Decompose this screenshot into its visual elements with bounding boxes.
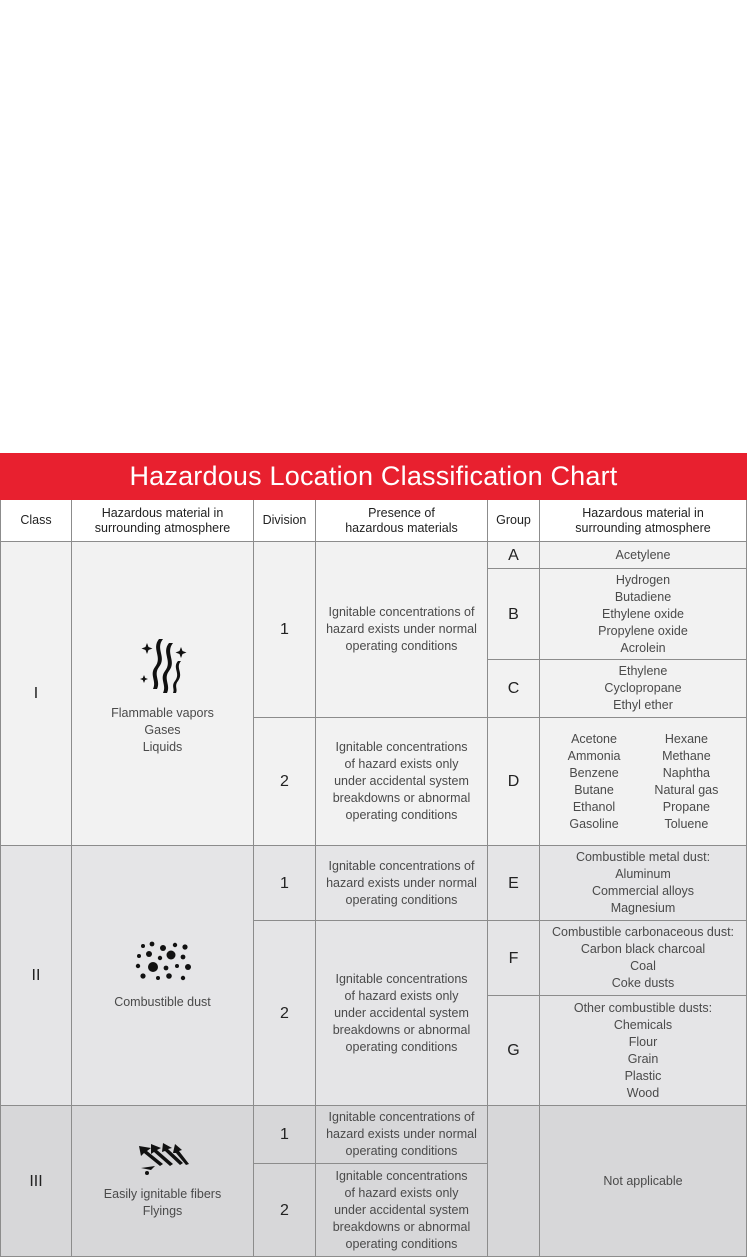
group-F-materials — [540, 921, 747, 996]
class-II-material — [72, 846, 254, 1106]
class-III-not-applicable: Not applicable — [540, 1106, 747, 1257]
presence-line: Ignitable concentrations of — [328, 1110, 475, 1124]
class-I-material-line: Gases — [144, 723, 181, 737]
header-material — [72, 500, 254, 542]
presence-line: operating conditions — [345, 808, 458, 822]
class-I-div2-presence — [316, 718, 488, 846]
header-division: Division — [254, 500, 316, 542]
presence-line: Ignitable concentrations — [335, 1168, 468, 1183]
class-I-material — [72, 542, 254, 846]
class-II-div2-presence — [316, 921, 488, 1106]
presence-line: operating conditions — [345, 1236, 458, 1251]
group-material-line: Hydrogen — [615, 572, 671, 587]
presence-line: under accidental system — [334, 774, 469, 788]
group-material-line: Combustible carbonaceous dust: — [551, 925, 735, 939]
header-material-line: Hazardous material in — [101, 505, 224, 520]
group-E-materials — [540, 846, 747, 921]
group-material-line: Ethyl ether — [613, 698, 673, 712]
presence-line: hazard exists under normal — [326, 1127, 477, 1141]
group-material-line: Acetylene — [615, 547, 671, 562]
group-D-right-column — [654, 731, 718, 833]
group-material-line: Propylene oxide — [598, 623, 688, 638]
presence-line: breakdowns or abnormal — [332, 1022, 471, 1037]
group-material-line: Acetone — [571, 731, 617, 746]
group-material-line: Naphtha — [662, 765, 711, 780]
header-material-line: surrounding atmosphere — [94, 520, 231, 535]
header-group: Group — [488, 500, 540, 542]
group-material-line: Flour — [628, 1034, 658, 1049]
group-B-label: B — [488, 569, 540, 660]
group-material-line: Wood — [626, 1085, 660, 1100]
group-material-line: Grain — [627, 1051, 659, 1066]
group-material-line: Plastic — [624, 1068, 662, 1083]
group-material-line: Coal — [630, 959, 656, 973]
class-I-material-line: Flammable vapors — [111, 706, 214, 720]
group-C-materials — [540, 660, 747, 718]
class-III-material — [72, 1106, 254, 1257]
group-D-label: D — [488, 718, 540, 846]
group-material-line: Butadiene — [614, 589, 672, 604]
presence-line: of hazard exists only — [344, 1185, 459, 1200]
group-material-line: Cyclopropane — [604, 681, 682, 695]
presence-line: Ignitable concentrations of — [328, 858, 475, 873]
group-material-line: Butane — [574, 782, 614, 797]
class-III-material-line: Flyings — [142, 1204, 183, 1218]
header-presence-line: Presence of — [368, 505, 435, 520]
presence-line: Ignitable concentrations — [335, 740, 468, 754]
presence-line: Ignitable concentrations — [335, 971, 468, 986]
group-B-materials — [540, 569, 747, 660]
presence-line: of hazard exists only — [344, 757, 459, 771]
group-material-line: Aluminum — [615, 867, 671, 881]
group-material-line: Acrolein — [620, 640, 666, 655]
class-II-material-line: Combustible dust — [114, 995, 211, 1009]
classification-chart — [0, 453, 747, 1257]
class-I-div1-presence — [316, 542, 488, 718]
presence-line: of hazard exists only — [344, 988, 459, 1003]
class-I-label: I — [0, 542, 72, 846]
group-material-line: Gasoline — [569, 816, 619, 831]
group-material-line: Benzene — [569, 765, 619, 780]
header-group-material — [540, 500, 747, 542]
class-III-div2-presence — [316, 1164, 488, 1257]
group-material-line: Combustible metal dust: — [575, 850, 711, 864]
header-group-material-line: surrounding atmosphere — [575, 520, 711, 535]
group-material-line: Magnesium — [610, 901, 676, 915]
group-material-line: Propane — [662, 799, 711, 814]
group-E-label: E — [488, 846, 540, 921]
group-material-line: Methane — [662, 748, 711, 763]
class-II-div1-presence — [316, 846, 488, 921]
flame-vapor-icon — [133, 631, 193, 695]
header-group-material-line: Hazardous material in — [582, 505, 704, 520]
presence-line: under accidental system — [334, 1202, 469, 1217]
class-III-division-2: 2 — [254, 1164, 316, 1257]
group-material-line: Carbon black charcoal — [580, 942, 706, 956]
class-III-division-1: 1 — [254, 1106, 316, 1164]
presence-line: under accidental system — [334, 1005, 469, 1020]
group-material-line: Other combustible dusts: — [573, 1000, 713, 1015]
group-D-columns — [568, 731, 719, 833]
presence-line: operating conditions — [345, 1144, 458, 1158]
presence-line: operating conditions — [345, 892, 458, 907]
group-material-line: Commercial alloys — [591, 884, 695, 898]
class-II-label: II — [0, 846, 72, 1106]
presence-line: Ignitable concentrations of — [328, 605, 475, 619]
class-III-label: III — [0, 1106, 72, 1257]
group-D-left-column — [568, 731, 621, 833]
presence-line: breakdowns or abnormal — [332, 791, 471, 805]
class-II-division-2: 2 — [254, 921, 316, 1106]
header-presence-line: hazardous materials — [345, 520, 458, 535]
class-III-material-line: Easily ignitable fibers — [103, 1187, 222, 1201]
presence-line: breakdowns or abnormal — [332, 1219, 471, 1234]
group-material-line: Natural gas — [654, 782, 719, 797]
class-I-division-2: 2 — [254, 718, 316, 846]
group-material-line: Coke dusts — [611, 976, 675, 990]
group-G-materials — [540, 996, 747, 1106]
class-I-division-1: 1 — [254, 542, 316, 718]
class-II-division-1: 1 — [254, 846, 316, 921]
group-A-materials — [540, 542, 747, 569]
presence-line: operating conditions — [345, 639, 458, 653]
dust-particles-icon — [133, 940, 193, 984]
group-material-line: Ammonia — [567, 748, 621, 763]
group-material-line: Ethylene — [618, 664, 668, 678]
class-III-group-empty — [488, 1106, 540, 1257]
header-class: Class — [0, 500, 72, 542]
presence-line: hazard exists under normal — [326, 622, 477, 636]
group-F-label: F — [488, 921, 540, 996]
group-material-line: Toluene — [664, 816, 709, 831]
presence-line: hazard exists under normal — [326, 875, 477, 890]
group-material-line: Ethanol — [572, 799, 616, 814]
chart-title: Hazardous Location Classification Chart — [0, 453, 747, 500]
presence-line: operating conditions — [345, 1039, 458, 1054]
group-C-label: C — [488, 660, 540, 718]
class-I-material-line: Liquids — [142, 740, 183, 754]
class-III-div1-presence — [316, 1106, 488, 1164]
group-material-line: Ethylene oxide — [601, 606, 684, 621]
group-material-line: Chemicals — [613, 1017, 673, 1032]
header-presence — [316, 500, 488, 542]
group-G-label: G — [488, 996, 540, 1106]
fibers-flyings-icon — [133, 1142, 193, 1176]
group-D-materials — [540, 718, 747, 846]
group-material-line: Hexane — [664, 731, 708, 746]
group-A-label: A — [488, 542, 540, 569]
